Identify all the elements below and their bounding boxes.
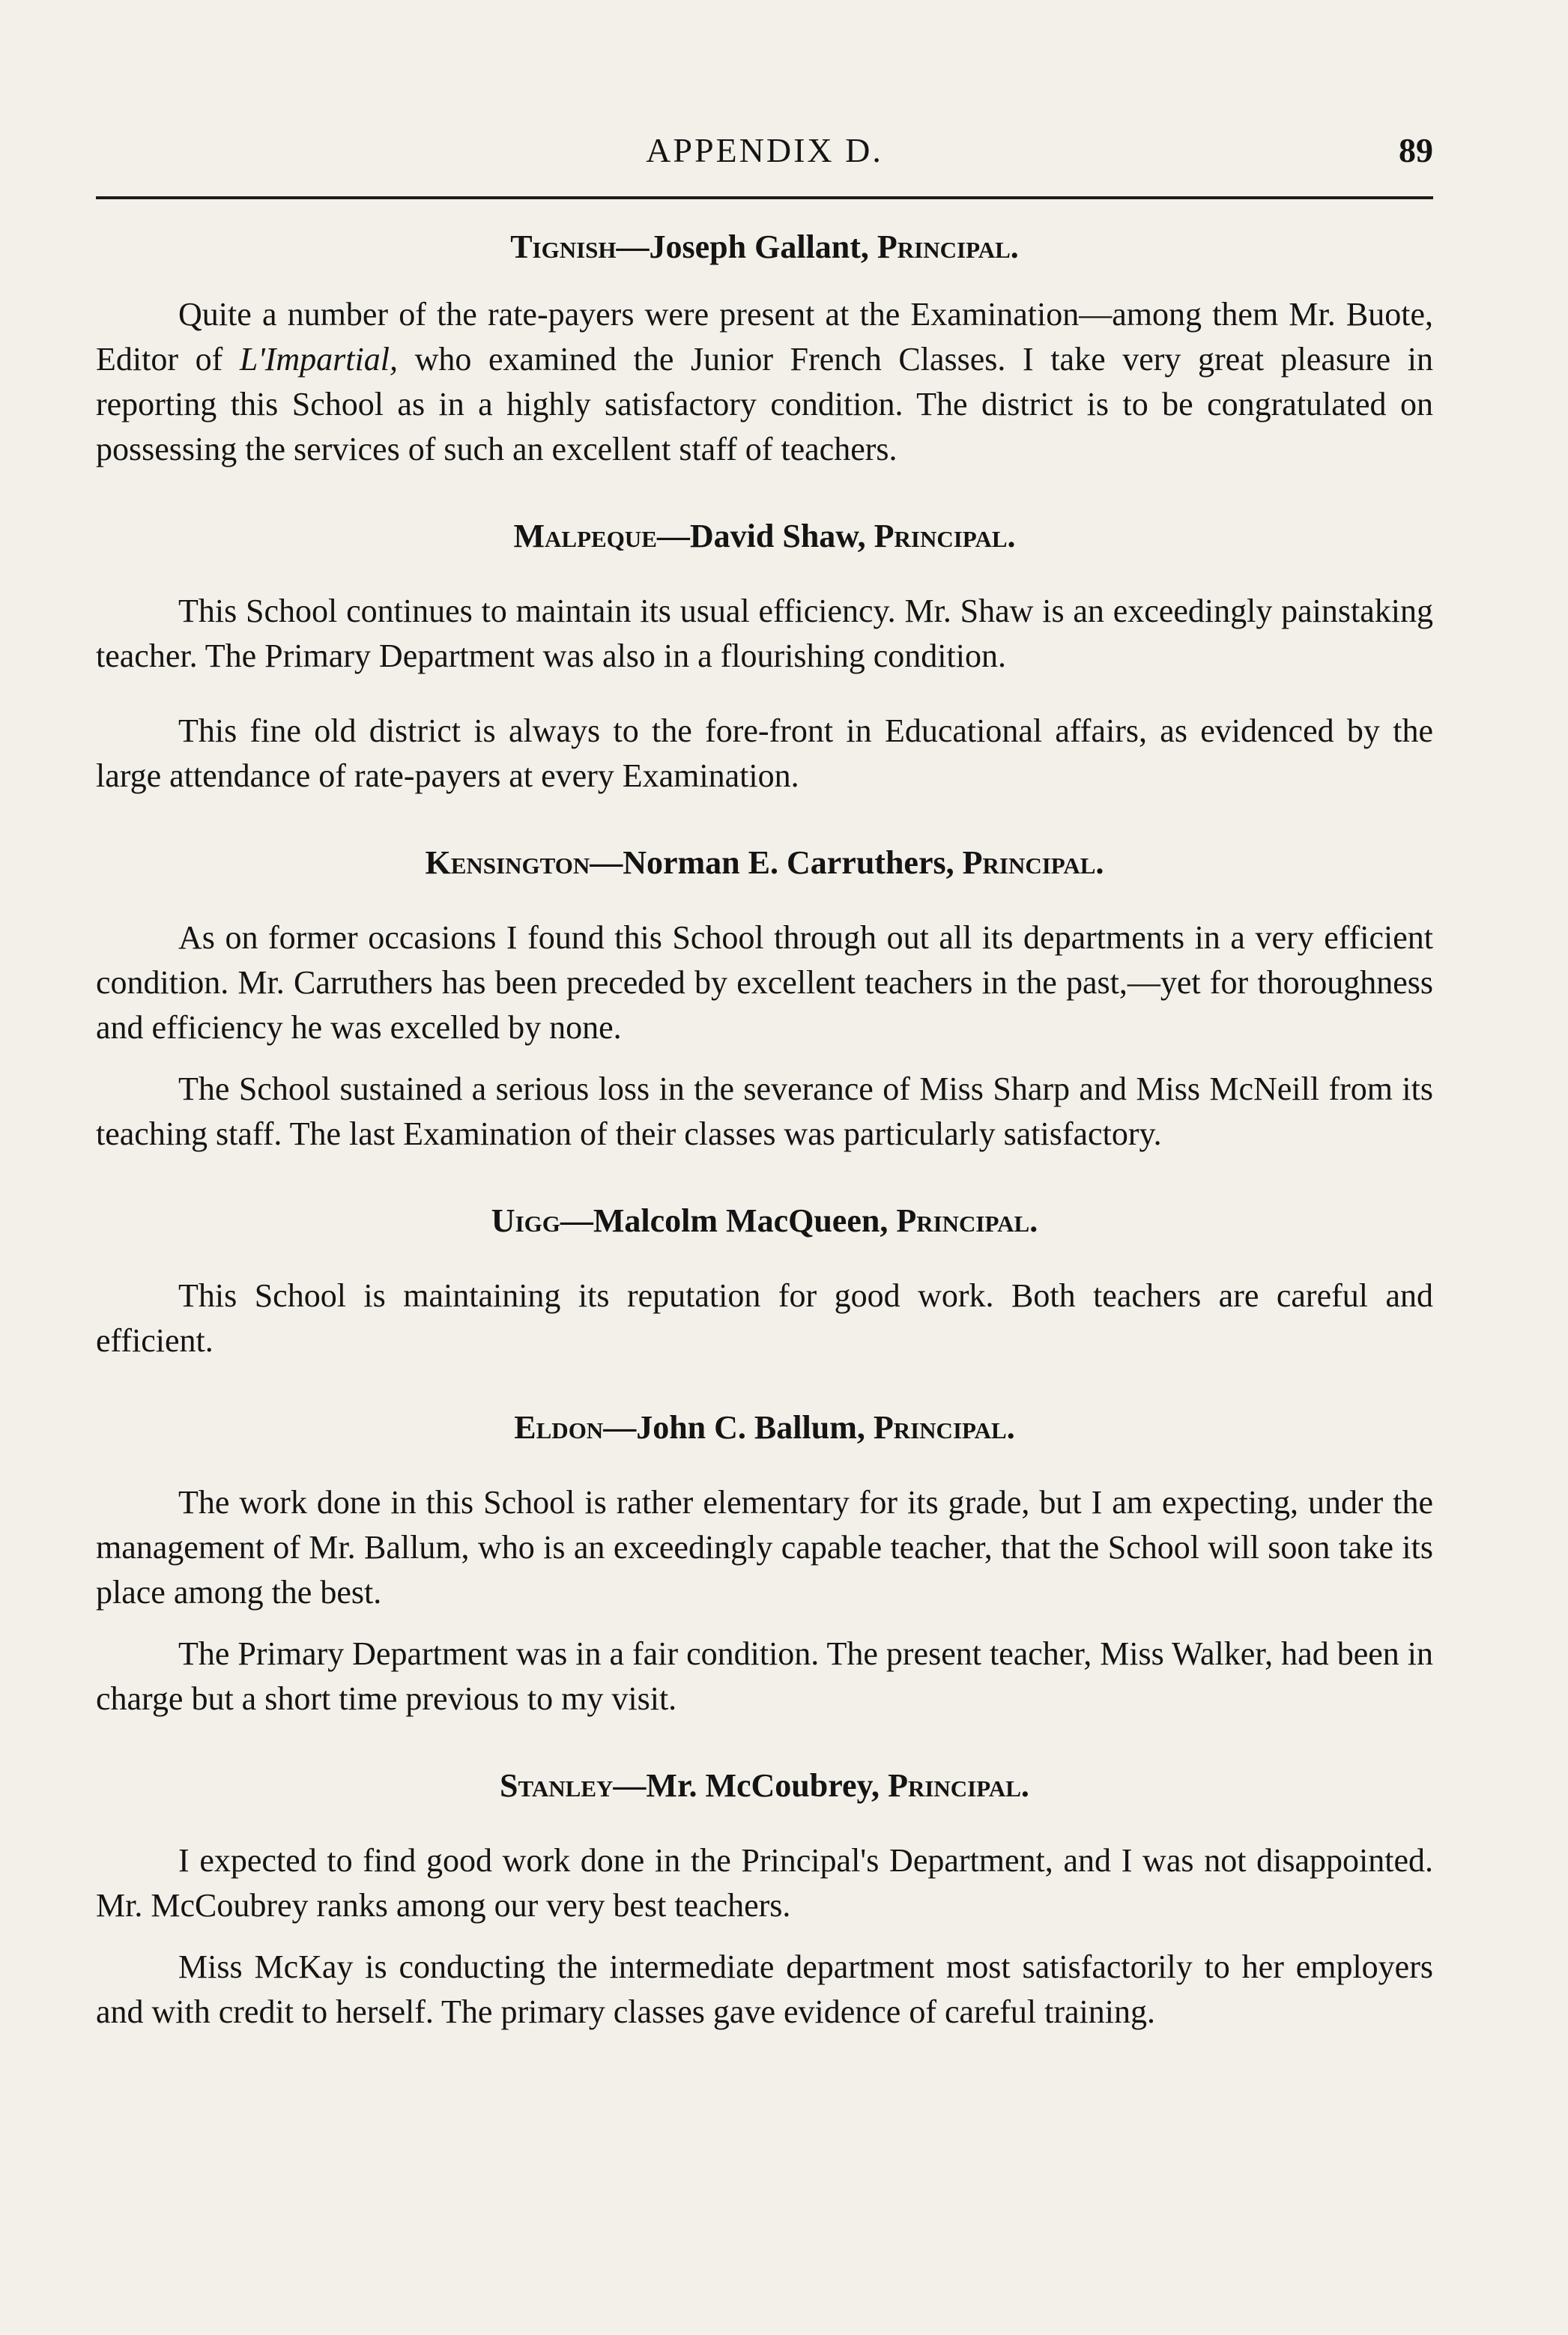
paragraph-text: Quite a number of the rate-payers were present at the Examination—among them Mr. Buote, Editor of <box>96 296 1433 378</box>
heading-place: Uigg <box>491 1202 560 1239</box>
heading-role: Principal. <box>873 1409 1015 1446</box>
paragraph-eldon-1: The work done in this School is rather elementary for its grade, but I am expecting, under the management of Mr. Ballum, who is an exceedingly capable teacher, that the School will soon take its place among the best. <box>96 1484 1433 1611</box>
section-heading-stanley <box>96 1763 1433 1808</box>
paragraph-malpeque-2: This fine old district is always to the fore-front in Educational affairs, as evidenced by the large attendance of rate-payers at every Examination. <box>96 712 1433 794</box>
heading-name: —John C. Ballum, <box>603 1409 874 1446</box>
paragraph-text: who examined the Junior French Classes. I take very great pleasure in reporting this School as in a highly satisfactory condition. The district is to be congratulated on possessing the services of such an excellent staff of teachers. <box>96 341 1433 467</box>
running-title: APPENDIX D. <box>646 131 883 169</box>
section-heading-tignish <box>96 225 1433 270</box>
section-heading-uigg <box>96 1199 1433 1244</box>
section-heading-eldon <box>96 1405 1433 1450</box>
section-heading-kensington <box>96 841 1433 885</box>
heading-role: Principal. <box>888 1767 1029 1804</box>
heading-name: —David Shaw, <box>656 518 874 554</box>
newspaper-title: L'Impartial, <box>239 341 398 378</box>
page-number: 89 <box>1399 131 1433 169</box>
heading-name: —Joseph Gallant, <box>616 228 877 265</box>
paragraph-kensington-1: As on former occasions I found this School through out all its departments in a very efficient condition. Mr. Carruthers has been preceded by excellent teachers in the past,—yet for thoroughness and efficiency he was excelled by none. <box>96 919 1433 1046</box>
paragraph-kensington-2: The School sustained a serious loss in the severance of Miss Sharp and Miss McNeill from its teaching staff. The last Examination of their classes was particularly satisfactory. <box>96 1070 1433 1152</box>
heading-name: —Norman E. Carruthers, <box>590 844 963 881</box>
heading-role: Principal. <box>877 228 1019 265</box>
heading-role: Principal. <box>874 518 1016 554</box>
paragraph-stanley-2: Miss McKay is conducting the intermediate department most satisfactorily to her employers and with credit to herself. The primary classes gave evidence of careful training. <box>96 1948 1433 2030</box>
running-header <box>96 126 1433 178</box>
heading-role: Principal. <box>896 1202 1038 1239</box>
heading-place: Malpeque <box>513 518 657 554</box>
heading-role: Principal. <box>962 844 1104 881</box>
section-heading-malpeque <box>96 514 1433 559</box>
heading-name: —Mr. McCoubrey, <box>613 1767 889 1804</box>
page-body <box>96 225 1433 2035</box>
paragraph-malpeque-1: This School continues to maintain its usual efficiency. Mr. Shaw is an exceedingly painstaking teacher. The Primary Department was also in a flourishing condition. <box>96 593 1433 674</box>
paragraph-tignish <box>96 292 1433 472</box>
heading-place: Stanley <box>500 1767 614 1804</box>
paragraph-stanley-1: I expected to find good work done in the Principal's Department, and I was not disappointed. Mr. McCoubrey ranks among our very best teachers. <box>96 1842 1433 1924</box>
heading-name: —Malcolm MacQueen, <box>560 1202 897 1239</box>
heading-place: Tignish <box>510 228 617 265</box>
paragraph-eldon-2: The Primary Department was in a fair condition. The present teacher, Miss Walker, had been in charge but a short time previous to my visit. <box>96 1635 1433 1717</box>
paragraph-uigg-1: This School is maintaining its reputation for good work. Both teachers are careful and efficient. <box>96 1277 1433 1359</box>
heading-place: Kensington <box>425 844 590 881</box>
heading-place: Eldon <box>514 1409 604 1446</box>
header-rule <box>96 196 1433 199</box>
